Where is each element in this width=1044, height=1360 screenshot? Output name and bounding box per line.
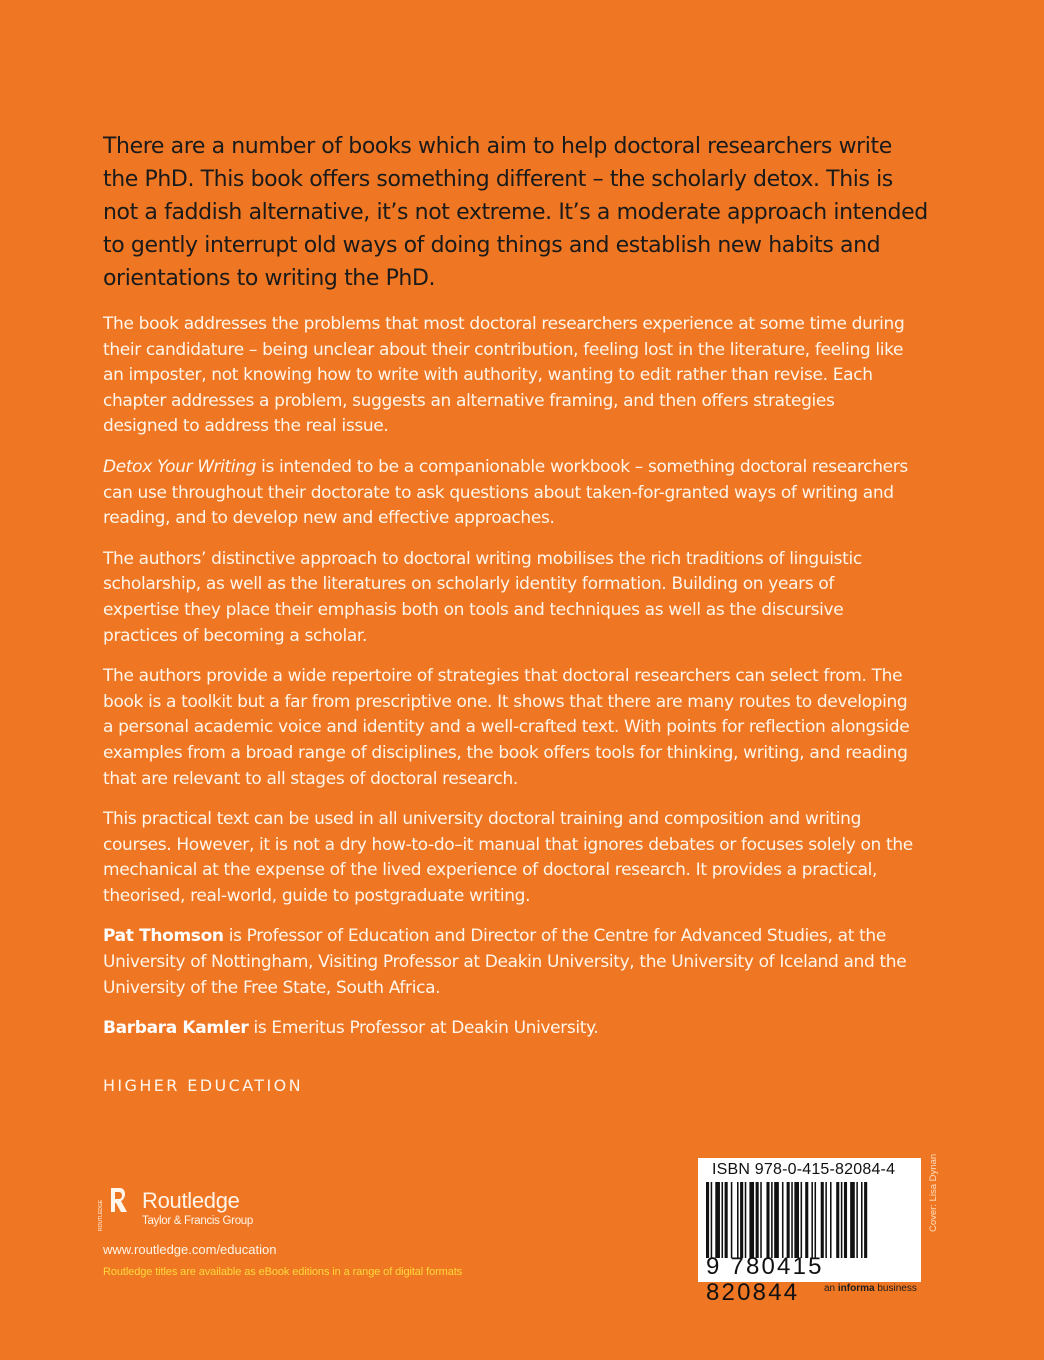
routledge-logo [98, 1185, 308, 1235]
barcode-bar [861, 1182, 863, 1258]
barcode-bar [801, 1182, 803, 1258]
informa-prefix: an [824, 1283, 838, 1294]
author-bio [103, 1016, 913, 1042]
barcode-bar [825, 1182, 827, 1258]
publisher-website[interactable]: www.routledge.com/education [103, 1242, 277, 1257]
publisher-name: Routledge [142, 1188, 240, 1213]
description-paragraph: The book addresses the problems that most doctoral researchers experience at some time during their candidature – being unclear about their contribution, feeling lost in the literature, feeling like an imposter, not knowing how to write with authority, wanting to edit rather than revise. Each chapter addresses a problem, suggests an alternative framing, and then offers strategies designed to address the real issue. [103, 314, 905, 437]
author-bio-text: is Professor of Education and Director of the Centre for Advanced Studies, at the University of Nottingham, Visiting Professor at Deakin University, the University of Iceland and the University of the Free State, South Africa. [103, 926, 907, 998]
informa-brand: informa [837, 1283, 875, 1294]
informa-tagline [824, 1283, 917, 1294]
barcode-bar [841, 1182, 843, 1258]
author-bio-text: is Emeritus Professor at Deakin University. [248, 1018, 599, 1039]
barcode-bar [706, 1182, 709, 1258]
author-name: Pat Thomson [103, 926, 224, 947]
author-bio [103, 924, 913, 1001]
barcode-bar [711, 1182, 713, 1258]
barcode-bar [756, 1182, 759, 1258]
barcode-bar [811, 1182, 813, 1258]
barcode-bar [771, 1182, 773, 1258]
description-paragraph: This practical text can be used in all university doctoral training and composition and writing courses. However, it is not a dry how-to-do–it manual that ignores debates or focuses solely on the mechanical at the expense of the lived experience of doctoral research. It provides a practical, theorised, real-world, guide to postgraduate writing. [103, 809, 913, 906]
description-paragraph [103, 455, 913, 532]
ebook-note: Routledge titles are available as eBook editions in a range of digital formats [103, 1266, 463, 1278]
intro-paragraph: There are a number of books which aim to help doctoral researchers write the PhD. This book offers something different – the scholarly detox. This is not a faddish alternative, it’s not extreme. It’s a moderate approach intended to gently interrupt old ways of doing things and establish new habits and orientations to writing the PhD. [103, 134, 928, 291]
paragraph-text: is intended to be a companionable workbook – something doctoral researchers can use throughout their doctorate to ask questions about taken-for-granted ways of writing and reading, and to develop new and effective approaches. [103, 456, 908, 529]
description-paragraph: The authors’ distinctive approach to doctoral writing mobilises the rich traditions of linguistic scholarship, as well as the literatures on scholarly identity formation. Building on years of expertise they place their emphasis both on tools and techniques as well as the discursive practices of becoming a scholar. [103, 548, 862, 646]
logo-vertical-text: ROUTLEDGE [98, 1199, 104, 1231]
barcode-bar [856, 1182, 858, 1258]
book-title: Detox Your Writing [103, 456, 257, 477]
barcode-bar [740, 1182, 743, 1258]
barcode-bar [864, 1182, 867, 1258]
barcode-bar [830, 1182, 832, 1258]
informa-suffix: business [874, 1283, 917, 1294]
author-name: Barbara Kamler [103, 1018, 249, 1039]
barcode-bar [745, 1182, 747, 1258]
category-label: HIGHER EDUCATION [103, 1076, 303, 1095]
barcode-bars [706, 1182, 913, 1258]
barcode-bar [782, 1182, 784, 1258]
barcode-bar [850, 1182, 855, 1258]
barcode-bar [722, 1182, 724, 1258]
barcode-bar [737, 1182, 739, 1258]
cover-credit: Cover: Lisa Dynan [928, 1153, 939, 1232]
barcode-bar [749, 1182, 754, 1258]
publisher-group: Taylor & Francis Group [142, 1215, 253, 1227]
barcode-bar [766, 1182, 769, 1258]
barcode-bar [844, 1182, 847, 1258]
barcode-digits: 9 780415 820844 [706, 1253, 824, 1306]
barcode-bar [787, 1182, 790, 1258]
barcode-bar [760, 1182, 762, 1258]
description-paragraph: The authors provide a wide repertoire of strategies that doctoral researchers can select from. The book is a toolkit but a far from prescriptive one. It shows that there are many routes to developing a personal academic voice and identity and a well-crafted text. With points for reflection alongside examples from a broad range of disciplines, the book offers tools for thinking, writing, and reading that are relevant to all stages of doctoral research. [103, 666, 910, 789]
barcode-bar [774, 1182, 779, 1258]
barcode-bar [815, 1182, 817, 1258]
isbn-label: ISBN 978-0-415-82084-4 [712, 1161, 896, 1178]
barcode-bar [821, 1182, 824, 1258]
barcode-bar [791, 1182, 793, 1258]
barcode-bar [794, 1182, 799, 1258]
barcode-bar [725, 1182, 728, 1258]
barcode-bar [715, 1182, 720, 1258]
barcode-bar [731, 1182, 733, 1258]
routledge-r-icon [98, 1185, 128, 1233]
description-body [103, 312, 913, 1057]
barcode-bar [805, 1182, 808, 1258]
barcode-bar [836, 1182, 839, 1258]
